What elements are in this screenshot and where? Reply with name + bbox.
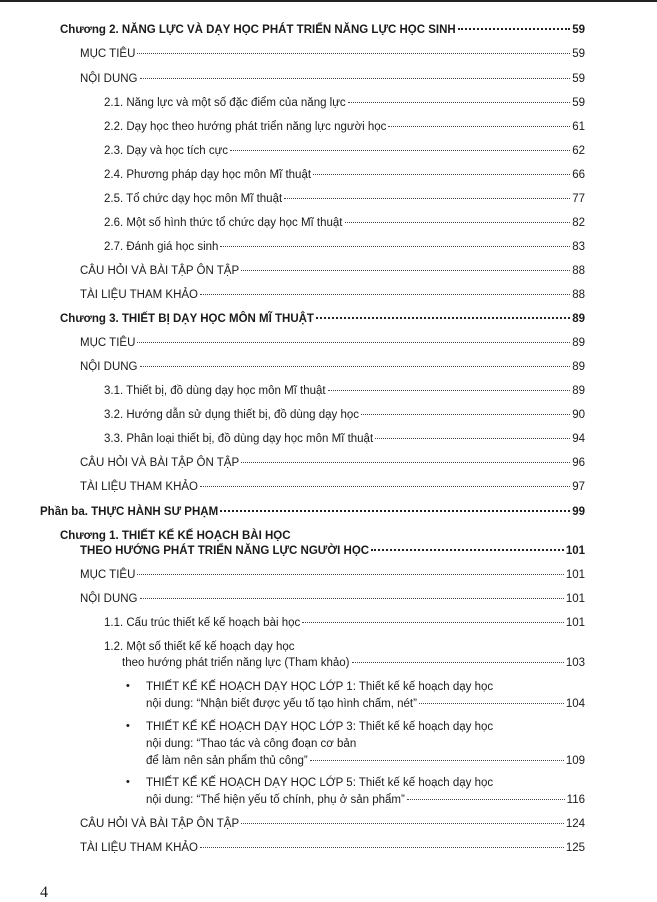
toc-entry-page: 89 [572,337,585,349]
toc-entry-page: 59 [572,73,585,85]
toc-leader-dots [284,197,570,199]
toc-entry-title: NỘI DUNG [80,361,138,373]
toc-entry-title: 2.6. Một số hình thức tổ chức dạy học Mĩ thuật [104,217,343,229]
toc-entry-page: 109 [565,755,585,767]
toc-entry-line1: THIẾT KẾ KẾ HOẠCH DẠY HỌC LỚP 5: Thiết kế kế hoạch dạy học [146,777,494,789]
toc-entry-page: 97 [572,481,585,493]
toc-entry[interactable] [104,384,585,398]
toc-entry-title: MỤC TIÊU [80,569,136,581]
toc-entry-title: nội dung: “Thể hiện yếu tố chính, phụ ở sản phẩm” [146,794,405,806]
toc-entry-title: CÂU HỎI VÀ BÀI TẬP ÔN TẬP [80,818,240,830]
toc-entry-page: 82 [572,217,585,229]
toc-entry-title: MỤC TIÊU [80,48,136,60]
top-rule [0,0,657,2]
toc-entry-line1: 1.2. Một số thiết kế kế hoạch dạy học [104,641,295,653]
toc-leader-dots [407,798,565,800]
toc-entry-line1: THIẾT KẾ KẾ HOẠCH DẠY HỌC LỚP 3: Thiết kế kế hoạch dạy học [146,721,494,733]
toc-entry-title: TÀI LIỆU THAM KHẢO [80,842,199,854]
toc-entry-title: để làm nên sản phẩm thủ công” [146,755,308,767]
toc-leader-dots [200,293,570,295]
toc-entry-page: 101 [565,569,585,581]
toc-entry-title: NỘI DUNG [80,593,138,605]
toc-leader-dots [140,77,571,79]
toc-entry-title: theo hướng phát triển năng lực (Tham khảo) [122,657,350,669]
toc-leader-dots [302,621,564,623]
toc-entry-chapter-2[interactable] [60,23,585,37]
toc-entry-title: Phần ba. THỰC HÀNH SƯ PHẠM [40,506,219,518]
toc-leader-dots [352,661,564,663]
toc-entry-title: 1.1. Cấu trúc thiết kế kế hoạch bài học [104,617,301,629]
toc-entry-page: 124 [565,818,585,830]
toc-entry-title: CÂU HỎI VÀ BÀI TẬP ÔN TẬP [80,265,240,277]
toc-leader-dots [348,101,571,103]
toc-entry-page: 88 [572,265,585,277]
toc-entry-title: TÀI LIỆU THAM KHẢO [80,289,199,301]
toc-entry[interactable] [80,456,585,470]
toc-entry-page: 101 [565,545,585,557]
toc-entry-page: 83 [572,241,585,253]
toc-entry-title: THEO HƯỚNG PHÁT TRIỂN NĂNG LỰC NGƯỜI HỌC [80,545,370,557]
toc-entry-page: 59 [572,97,585,109]
toc-entry[interactable] [80,288,585,302]
toc-leader-dots [137,573,563,575]
bullet-icon: • [126,680,130,692]
toc-entry-page: 94 [572,433,585,445]
toc-entry[interactable] [146,793,585,807]
toc-entry-page: 89 [572,313,585,325]
toc-entry-title: 3.3. Phân loại thiết bị, đồ dùng dạy học môn Mĩ thuật [104,433,374,445]
toc-entry[interactable] [104,240,585,254]
toc-leader-dots [419,702,564,704]
toc-entry-title: NỘI DUNG [80,73,138,85]
toc-entry-title: CÂU HỎI VÀ BÀI TẬP ÔN TẬP [80,457,240,469]
toc-entry-title: 2.3. Dạy và học tích cực [104,145,229,157]
toc-entry-page: 66 [572,169,585,181]
toc-entry-page: 89 [572,385,585,397]
toc-entry-page: 96 [572,457,585,469]
toc-entry-title: 2.4. Phương pháp dạy học môn Mĩ thuật [104,169,312,181]
bullet-icon: • [126,776,130,788]
toc-entry-page: 62 [572,145,585,157]
toc-leader-dots [375,437,570,439]
toc-leader-dots [241,269,570,271]
toc-entry-page: 88 [572,289,585,301]
toc-leader-dots [310,759,564,761]
toc-leader-dots [137,341,570,343]
toc-leader-dots [200,846,564,848]
toc-entry[interactable] [104,216,585,230]
toc-entry-page: 77 [572,193,585,205]
toc-entry[interactable] [80,841,585,855]
toc-entry-page: 89 [572,361,585,373]
bullet-icon: • [126,720,130,732]
toc-entry[interactable] [104,120,585,134]
toc-entry[interactable] [104,408,585,422]
toc-entry[interactable] [122,656,585,670]
toc-leader-dots [313,173,570,175]
toc-entry[interactable] [146,697,585,711]
toc-entry[interactable] [80,360,585,374]
toc-entry-page: 125 [565,842,585,854]
toc-leader-dots [140,365,571,367]
toc-entry-title: 2.2. Dạy học theo hướng phát triển năng lực người học [104,121,387,133]
toc-entry-title: Chương 2. NĂNG LỰC VÀ DẠY HỌC PHÁT TRIỂN NĂNG LỰC HỌC SINH [60,24,456,36]
toc-leader-dots [200,485,570,487]
toc-entry[interactable] [104,144,585,158]
toc-entry-page: 90 [572,409,585,421]
toc-entry-page: 59 [572,48,585,60]
toc-entry-title: MỤC TIÊU [80,337,136,349]
toc-leader-dots [241,822,564,824]
toc-entry[interactable] [104,616,585,630]
toc-entry-chapter-1[interactable] [80,544,585,558]
toc-entry-line1: THIẾT KẾ KẾ HOẠCH DẠY HỌC LỚP 1: Thiết kế kế hoạch dạy học [146,681,494,693]
toc-entry[interactable] [104,192,585,206]
toc-entry[interactable] [80,72,585,86]
toc-entry-title: Chương 3. THIẾT BỊ DẠY HỌC MÔN MĨ THUẬT [60,313,314,325]
toc-leader-dots [361,413,570,415]
toc-entry[interactable] [80,336,585,350]
toc-entry[interactable] [104,432,585,446]
toc-leader-dots [230,149,570,151]
toc-entry[interactable] [80,480,585,494]
toc-leader-dots [220,245,570,247]
toc-leader-dots [140,597,564,599]
toc-leader-dots [220,509,570,512]
toc-leader-dots [388,125,570,127]
toc-entry[interactable] [80,47,585,61]
toc-entry[interactable] [80,817,585,831]
toc-entry[interactable] [104,168,585,182]
toc-leader-dots [458,27,570,30]
toc-entry[interactable] [104,96,585,110]
toc-leader-dots [345,221,571,223]
toc-entry-part-3[interactable] [40,505,585,519]
toc-entry[interactable] [80,568,585,582]
toc-entry-title: 3.2. Hướng dẫn sử dụng thiết bị, đồ dùng dạy học [104,409,360,421]
toc-entry-title: 3.1. Thiết bị, đồ dùng dạy học môn Mĩ thuật [104,385,326,397]
toc-leader-dots [241,461,570,463]
toc-entry-page: 99 [572,506,585,518]
page-number: 4 [40,884,48,901]
toc-entry-title: 2.1. Năng lực và một số đặc điểm của năng lực [104,97,346,109]
toc-entry-title: 2.7. Đánh giá học sinh [104,241,219,253]
toc-entry-title: 2.5. Tổ chức dạy học môn Mĩ thuật [104,193,283,205]
toc-entry-page: 59 [572,24,585,36]
toc-leader-dots [316,316,570,319]
toc-entry-page: 61 [572,121,585,133]
toc-entry-page: 101 [565,593,585,605]
toc-entry-line2: nội dung: “Thao tác và công đoạn cơ bản [146,738,357,750]
toc-entry-title: TÀI LIỆU THAM KHẢO [80,481,199,493]
toc-entry[interactable] [146,754,585,768]
toc-leader-dots [137,52,570,54]
toc-entry-chapter-3[interactable] [60,312,585,326]
toc-entry[interactable] [80,592,585,606]
toc-entry-page: 104 [565,698,585,710]
toc-entry[interactable] [80,264,585,278]
toc-leader-dots [371,548,564,551]
toc-entry-chapter-1-line1: Chương 1. THIẾT KẾ KẾ HOẠCH BÀI HỌC [60,530,291,542]
toc-entry-page: 103 [565,657,585,669]
toc-entry-page: 116 [566,794,585,806]
toc-leader-dots [328,389,571,391]
toc-entry-page: 101 [565,617,585,629]
toc-entry-title: nội dung: “Nhận biết được yếu tố tạo hình chấm, nét” [146,698,417,710]
